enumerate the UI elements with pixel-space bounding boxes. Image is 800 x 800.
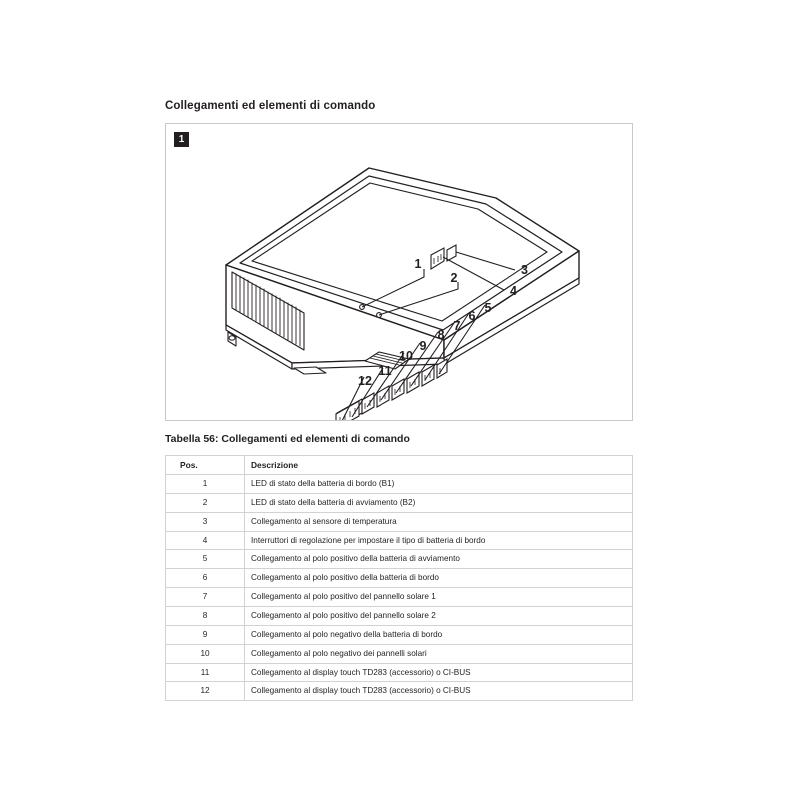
cell-description: Collegamento al polo negativo della batteria di bordo [245, 625, 633, 644]
table-row [166, 550, 633, 569]
cell-pos: 5 [166, 550, 245, 569]
callout-2: 2 [450, 271, 458, 285]
cell-description: Collegamento al polo positivo del pannello solare 2 [245, 606, 633, 625]
table-row [166, 493, 633, 512]
cell-description: LED di stato della batteria di avviamento (B2) [245, 493, 633, 512]
callout-7: 7 [453, 319, 461, 333]
callout-12: 12 [358, 374, 372, 388]
callout-9: 9 [419, 339, 427, 353]
cell-description: Collegamento al display touch TD283 (accessorio) o CI-BUS [245, 682, 633, 701]
figure-container [165, 123, 633, 421]
figure-number-badge: 1 [174, 132, 189, 147]
table-row [166, 569, 633, 588]
table-row [166, 663, 633, 682]
cell-pos: 8 [166, 606, 245, 625]
callout-5: 5 [484, 301, 492, 315]
callout-10: 10 [399, 349, 413, 363]
table-row [166, 512, 633, 531]
callout-1: 1 [414, 257, 422, 271]
callout-8: 8 [437, 328, 445, 342]
cell-description: Collegamento al polo negativo dei pannelli solari [245, 644, 633, 663]
cell-pos: 11 [166, 663, 245, 682]
table-row [166, 644, 633, 663]
table-row [166, 588, 633, 607]
table-row [166, 682, 633, 701]
section-title: Collegamenti ed elementi di comando [165, 100, 376, 112]
callout-11: 11 [378, 364, 392, 378]
cell-pos: 9 [166, 625, 245, 644]
callout-4: 4 [510, 284, 517, 298]
cell-description: LED di stato della batteria di bordo (B1) [245, 475, 633, 494]
cell-description: Collegamento al sensore di temperatura [245, 512, 633, 531]
cell-pos: 7 [166, 588, 245, 607]
cell-pos: 10 [166, 644, 245, 663]
table-row [166, 531, 633, 550]
cell-pos: 1 [166, 475, 245, 494]
cell-description: Collegamento al polo positivo del pannello solare 1 [245, 588, 633, 607]
table-row [166, 625, 633, 644]
table-header-row [166, 456, 633, 475]
cell-pos: 4 [166, 531, 245, 550]
callout-3: 3 [521, 263, 528, 277]
device-illustration [166, 124, 632, 420]
callout-6: 6 [468, 309, 476, 323]
cell-description: Collegamento al polo positivo della batteria di avviamento [245, 550, 633, 569]
cell-pos: 3 [166, 512, 245, 531]
table-header-description: Descrizione [245, 456, 633, 475]
table-row [166, 606, 633, 625]
cell-description: Interruttori di regolazione per impostare il tipo di batteria di bordo [245, 531, 633, 550]
table-caption: Tabella 56: Collegamenti ed elementi di comando [165, 433, 410, 445]
cell-description: Collegamento al polo positivo della batteria di bordo [245, 569, 633, 588]
table-row [166, 475, 633, 494]
cell-pos: 12 [166, 682, 245, 701]
connections-table [165, 455, 633, 701]
cell-pos: 6 [166, 569, 245, 588]
table-header-pos: Pos. [166, 456, 245, 475]
cell-pos: 2 [166, 493, 245, 512]
cell-description: Collegamento al display touch TD283 (accessorio) o CI-BUS [245, 663, 633, 682]
